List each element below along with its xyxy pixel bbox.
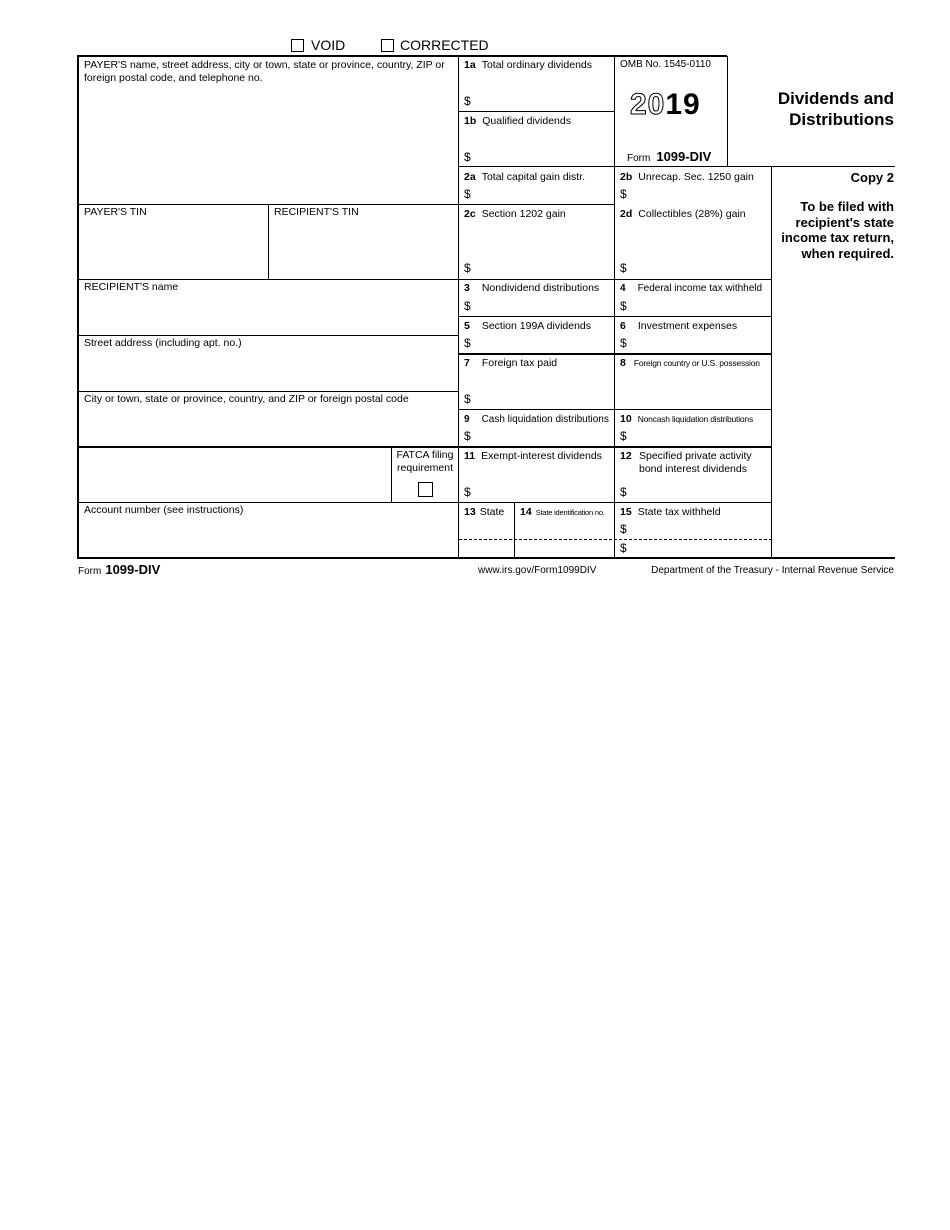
divider	[268, 205, 269, 279]
box-12-dollar: $	[620, 485, 627, 499]
corrected-label: CORRECTED	[400, 37, 489, 53]
box-7-label: 7 Foreign tax paid	[464, 357, 558, 369]
copy-title: Copy 2	[850, 170, 894, 185]
divider	[727, 56, 728, 166]
box-11-field[interactable]	[475, 478, 613, 501]
divider	[78, 391, 458, 392]
box-2c-field[interactable]	[475, 240, 613, 278]
box-8-label: 8 Foreign country or U.S. possession	[620, 357, 760, 369]
divider	[78, 335, 458, 336]
box-15-dollar-2: $	[620, 541, 627, 555]
box-15-field-1[interactable]	[631, 520, 770, 538]
box-2c-label: 2c Section 1202 gain	[464, 208, 566, 220]
footer-form-name: Form 1099-DIV	[78, 562, 161, 577]
box-2c-dollar: $	[464, 261, 471, 275]
box-6-label: 6 Investment expenses	[620, 320, 738, 332]
box-4-field[interactable]	[631, 297, 770, 315]
recipient-tin-field[interactable]	[270, 220, 457, 278]
box-11-dollar: $	[464, 485, 471, 499]
divider	[459, 353, 772, 355]
box-13-field-1[interactable]	[460, 520, 513, 538]
box-14-field-2[interactable]	[516, 541, 613, 557]
box-10-label: 10 Noncash liquidation distributions	[620, 413, 753, 425]
divider	[614, 56, 615, 558]
divider	[459, 539, 772, 540]
box-2d-dollar: $	[620, 261, 627, 275]
account-number-field[interactable]	[79, 518, 457, 556]
box-5-label: 5 Section 199A dividends	[464, 320, 592, 332]
recipient-name-label: RECIPIENT'S name	[84, 281, 179, 293]
omb-number: OMB No. 1545-0110	[620, 59, 711, 70]
recipient-tin-label: RECIPIENT'S TIN	[274, 206, 359, 218]
payer-tin-field[interactable]	[79, 220, 267, 278]
box-15-field-2[interactable]	[631, 541, 770, 557]
box-2b-dollar: $	[620, 187, 627, 201]
box-1a-dollar: $	[464, 94, 471, 108]
divider	[78, 502, 772, 503]
form-title-line1: Dividends and	[777, 89, 894, 108]
void-label: VOID	[311, 37, 346, 53]
divider	[514, 503, 515, 558]
box-2b-field[interactable]	[631, 186, 770, 204]
box-12-label: 12 Specified private activity bond interest dividends	[620, 450, 752, 475]
tax-year	[630, 88, 701, 122]
street-address-label: Street address (including apt. no.)	[84, 337, 242, 349]
box-7-field[interactable]	[475, 372, 613, 408]
box-15-dollar-1: $	[620, 522, 627, 536]
box-2d-field[interactable]	[631, 240, 770, 278]
copy-instructions: To be filed with recipient's state income tax return, when required.	[781, 199, 894, 261]
box-10-dollar: $	[620, 429, 627, 443]
box-1b-dollar: $	[464, 150, 471, 164]
box-2b-label: 2b Unrecap. Sec. 1250 gain	[620, 171, 754, 183]
box-4-dollar: $	[620, 299, 627, 313]
box-5-field[interactable]	[475, 334, 613, 352]
form-border-bottom	[77, 557, 895, 559]
box-10-field[interactable]	[631, 427, 770, 445]
box-11-label: 11 Exempt-interest dividends	[464, 450, 602, 462]
divider	[391, 447, 392, 502]
fatca-label: FATCA filing requirement	[396, 449, 454, 474]
box-2d-label: 2d Collectibles (28%) gain	[620, 208, 746, 220]
box-9-label: 9 Cash liquidation distributions	[464, 414, 609, 425]
form-border-top	[77, 55, 727, 57]
box-3-dollar: $	[464, 299, 471, 313]
box-13-label: 13 State	[464, 506, 505, 518]
box-12-field[interactable]	[631, 478, 770, 501]
box-1b-field[interactable]	[475, 146, 613, 165]
box-14-label: 14 State identification no.	[520, 506, 605, 518]
tax-year-outline: 20	[630, 88, 666, 121]
account-number-label: Account number (see instructions)	[84, 504, 244, 516]
divider	[459, 316, 772, 317]
divider	[459, 166, 895, 167]
fatca-checkbox[interactable]	[418, 482, 433, 497]
divider	[78, 204, 615, 205]
box-15-label: 15 State tax withheld	[620, 506, 721, 518]
box-5-dollar: $	[464, 336, 471, 350]
box-2a-dollar: $	[464, 187, 471, 201]
recipient-name-field[interactable]	[79, 295, 457, 334]
box-3-label: 3 Nondividend distributions	[464, 282, 600, 294]
payer-name-field[interactable]	[79, 88, 457, 203]
box-2a-field[interactable]	[475, 186, 613, 204]
footer-department: Department of the Treasury - Internal Revenue Service	[651, 565, 894, 576]
box-8-field[interactable]	[621, 372, 770, 408]
city-label: City or town, state or province, country, and ZIP or foreign postal code	[84, 393, 409, 405]
corrected-checkbox[interactable]	[381, 39, 394, 52]
divider	[459, 111, 614, 112]
box-7-dollar: $	[464, 392, 471, 406]
box-9-dollar: $	[464, 429, 471, 443]
box-9-field[interactable]	[475, 427, 613, 445]
city-field[interactable]	[79, 407, 457, 445]
box-6-dollar: $	[620, 336, 627, 350]
divider	[459, 409, 772, 410]
footer-url[interactable]: www.irs.gov/Form1099DIV	[478, 565, 597, 576]
void-checkbox[interactable]	[291, 39, 304, 52]
box-1a-label: 1a Total ordinary dividends	[464, 59, 592, 71]
form-title-line2: Distributions	[789, 110, 894, 129]
street-address-field[interactable]	[79, 351, 457, 390]
form-title	[778, 88, 894, 130]
tax-year-bold: 19	[665, 88, 701, 121]
omb-form-name: Form 1099-DIV	[627, 149, 712, 164]
fatca-blank-field[interactable]	[79, 448, 390, 501]
box-3-field[interactable]	[475, 297, 613, 315]
box-1b-label: 1b Qualified dividends	[464, 115, 571, 127]
box-6-field[interactable]	[631, 334, 770, 352]
box-2a-label: 2a Total capital gain distr.	[464, 171, 585, 183]
box-4-label: 4 Federal income tax withheld	[620, 283, 763, 294]
box-13-field-2[interactable]	[460, 541, 513, 557]
box-1a-field[interactable]	[475, 90, 613, 110]
payer-name-label: PAYER'S name, street address, city or town, state or province, country, ZIP or foreign postal code, and telephone no.	[84, 59, 445, 84]
payer-tin-label: PAYER'S TIN	[84, 206, 147, 218]
box-14-field-1[interactable]	[516, 520, 613, 538]
divider	[78, 279, 772, 280]
divider	[458, 56, 459, 558]
